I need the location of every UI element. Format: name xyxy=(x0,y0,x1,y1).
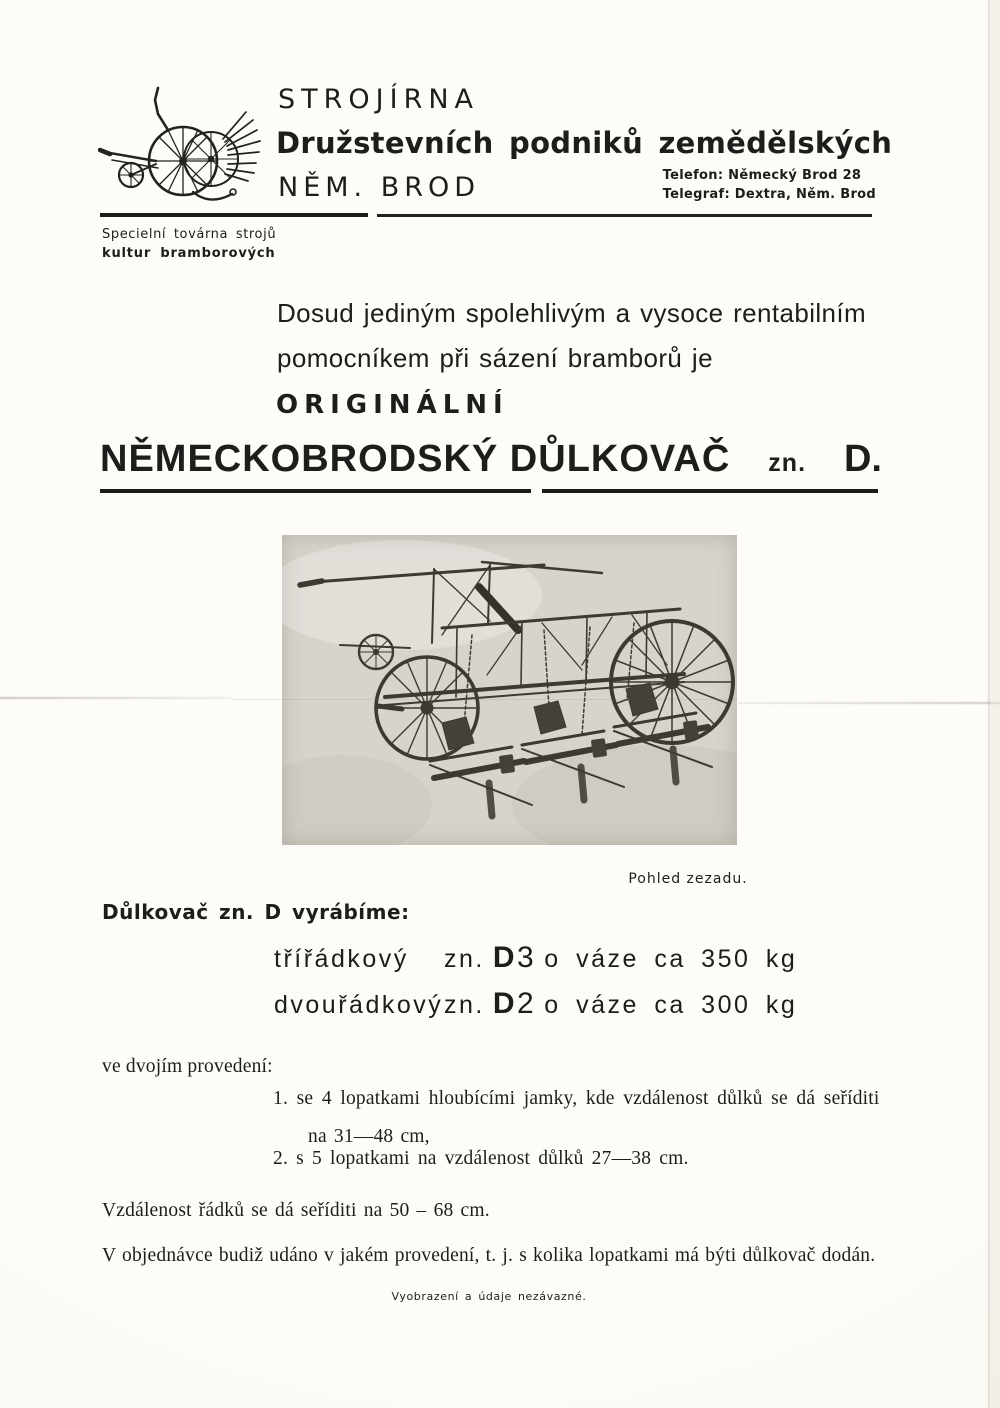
tagline-line2: kultur bramborových xyxy=(102,246,276,261)
variant-item1-line1: 1. se 4 lopatkami hloubícími jamky, kde vzdálenost důlků se dá seříditi xyxy=(273,1088,880,1109)
title-underline-left xyxy=(100,489,531,493)
variant-item2: 2. s 5 lopatkami na vzdálenost důlků 27—38 cm. xyxy=(273,1148,689,1169)
product-type: třířádkový xyxy=(274,945,409,973)
product-zn: zn. xyxy=(444,945,485,973)
telefon-line: Telefon: Německý Brod 28 xyxy=(662,168,862,183)
paper-edge-strip xyxy=(991,0,1000,1408)
tagline-line1: Specielní továrna strojů xyxy=(102,227,277,242)
fold-crease-middle xyxy=(232,699,738,700)
fold-crease-right xyxy=(738,702,1000,704)
telegraf-line: Telegraf: Dextra, Něm. Brod xyxy=(662,187,876,202)
photo-caption: Pohled zezadu. xyxy=(628,871,748,887)
product-rows xyxy=(274,941,797,1033)
header-rule-right xyxy=(377,214,872,217)
products-heading: Důlkovač zn. D vyrábíme: xyxy=(102,900,410,924)
kicker-original: ORIGINÁLNÍ xyxy=(276,390,509,420)
fold-crease-left xyxy=(0,697,232,699)
intro-paragraph xyxy=(277,291,866,381)
main-title-text: NĚMECKOBRODSKÝ DŮLKOVAČ xyxy=(100,438,731,480)
product-spec: o váze ca 350 kg xyxy=(544,945,798,973)
title-underline-right xyxy=(542,489,878,493)
intro-line1: Dosud jediným spolehlivým a vysoce rentabilním xyxy=(277,298,867,328)
main-title-model: D. xyxy=(843,438,882,480)
product-zn: zn. xyxy=(444,991,485,1019)
company-name-line3: NĚM. BROD xyxy=(278,172,481,203)
product-model-letter: D xyxy=(492,941,518,974)
product-row-d3 xyxy=(274,941,797,987)
header-rule-left xyxy=(100,213,368,217)
machine-logo-icon xyxy=(98,84,273,218)
product-type: dvouřádkový xyxy=(274,991,444,1019)
product-model-letter: D xyxy=(492,987,518,1020)
row-spacing-note: Vzdálenost řádků se dá seříditi na 50 – 68 cm. xyxy=(102,1200,490,1221)
machine-photo xyxy=(282,535,737,845)
ordering-note: V objednávce budiž udáno v jakém provedení, t. j. s kolika lopatkami má býti důlkovač dodán. xyxy=(102,1245,876,1266)
paper-edge-line xyxy=(988,0,990,1408)
product-row-d2 xyxy=(274,987,797,1033)
product-spec: o váze ca 300 kg xyxy=(544,991,798,1019)
variant-item1-line2: na 31—48 cm, xyxy=(308,1126,430,1147)
intro-line2: pomocníkem při sázení bramborů je xyxy=(277,343,713,373)
company-name-line2: Družstevních podniků zemědělských xyxy=(276,126,893,160)
company-name-line1: STROJÍRNA xyxy=(278,84,479,115)
product-model-digit: 2 xyxy=(517,987,537,1020)
disclaimer: Vyobrazení a údaje nezávazné. xyxy=(391,1290,587,1303)
main-title xyxy=(100,438,882,481)
product-model-digit: 3 xyxy=(517,941,537,974)
main-title-zn: zn. xyxy=(768,449,807,477)
variants-heading: ve dvojím provedení: xyxy=(102,1056,273,1077)
contact-block xyxy=(663,166,876,204)
